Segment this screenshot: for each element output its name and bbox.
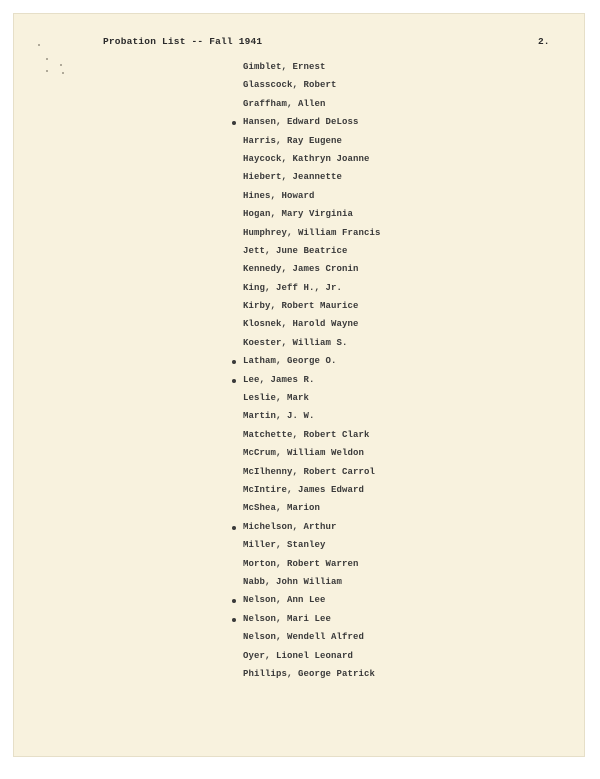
student-name: Gimblet, Ernest bbox=[243, 62, 326, 72]
list-item bbox=[0, 99, 600, 117]
list-item bbox=[0, 393, 600, 411]
student-name: Koester, William S. bbox=[243, 337, 348, 348]
list-item bbox=[0, 540, 600, 558]
bullet-mark bbox=[232, 379, 236, 383]
student-name: Harris, Ray Eugene bbox=[243, 135, 343, 146]
student-name: McIlhenny, Robert Carrol bbox=[243, 466, 376, 477]
list-item bbox=[0, 301, 600, 319]
list-item bbox=[0, 651, 600, 669]
student-name: Morton, Robert Warren bbox=[243, 558, 359, 569]
list-item bbox=[0, 614, 600, 632]
student-name: McCrum, William Weldon bbox=[243, 448, 365, 459]
student-name: Glasscock, Robert bbox=[243, 80, 337, 91]
list-item bbox=[0, 283, 600, 301]
list-item bbox=[0, 595, 600, 613]
bullet-mark bbox=[232, 526, 236, 530]
student-name: Humphrey, William Francis bbox=[243, 227, 381, 238]
list-item bbox=[0, 319, 600, 337]
list-item bbox=[0, 172, 600, 190]
list-item bbox=[0, 577, 600, 595]
list-item bbox=[0, 669, 600, 687]
student-name: Lee, James R. bbox=[243, 374, 315, 385]
probation-name-list bbox=[0, 62, 600, 687]
student-name: Michelson, Arthur bbox=[243, 521, 337, 532]
student-name: Jett, June Beatrice bbox=[243, 245, 348, 256]
student-name: Haycock, Kathryn Joanne bbox=[243, 153, 370, 164]
student-name: Oyer, Lionel Leonard bbox=[243, 650, 354, 661]
student-name: Martin, J. W. bbox=[243, 411, 315, 422]
student-name: Nelson, Wendell Alfred bbox=[243, 632, 365, 643]
list-item bbox=[0, 522, 600, 540]
list-item bbox=[0, 117, 600, 135]
student-name: McIntire, James Edward bbox=[243, 484, 365, 495]
document-title: Probation List -- Fall 1941 bbox=[103, 36, 263, 47]
student-name: Miller, Stanley bbox=[243, 540, 326, 551]
student-name: King, Jeff H., Jr. bbox=[243, 282, 343, 293]
student-name: Hansen, Edward DeLoss bbox=[243, 117, 359, 128]
list-item bbox=[0, 632, 600, 650]
list-item bbox=[0, 338, 600, 356]
student-name: Phillips, George Patrick bbox=[243, 668, 376, 679]
list-item bbox=[0, 80, 600, 98]
bullet-mark bbox=[232, 618, 236, 622]
student-name: Nelson, Ann Lee bbox=[243, 595, 326, 606]
student-name: Klosnek, Harold Wayne bbox=[243, 319, 359, 330]
list-item bbox=[0, 559, 600, 577]
student-name: Hines, Howard bbox=[243, 190, 315, 201]
student-name: Kennedy, James Cronin bbox=[243, 264, 359, 275]
student-name: Hogan, Mary Virginia bbox=[243, 209, 354, 220]
list-item bbox=[0, 191, 600, 209]
list-item bbox=[0, 356, 600, 374]
bullet-mark bbox=[232, 121, 236, 125]
list-item bbox=[0, 375, 600, 393]
student-name: Graffham, Allen bbox=[243, 98, 326, 109]
list-item bbox=[0, 467, 600, 485]
list-item bbox=[0, 209, 600, 227]
student-name: Hiebert, Jeannette bbox=[243, 172, 343, 183]
student-name: Leslie, Mark bbox=[243, 393, 310, 404]
page-number: 2. bbox=[538, 36, 550, 47]
student-name: Latham, George O. bbox=[243, 356, 337, 367]
student-name: Nabb, John William bbox=[243, 576, 343, 587]
list-item bbox=[0, 503, 600, 521]
list-item bbox=[0, 485, 600, 503]
list-item bbox=[0, 62, 600, 80]
student-name: Kirby, Robert Maurice bbox=[243, 301, 359, 312]
list-item bbox=[0, 430, 600, 448]
list-item bbox=[0, 228, 600, 246]
list-item bbox=[0, 411, 600, 429]
student-name: Nelson, Mari Lee bbox=[243, 613, 332, 624]
student-name: Matchette, Robert Clark bbox=[243, 429, 370, 440]
list-item bbox=[0, 154, 600, 172]
list-item bbox=[0, 448, 600, 466]
list-item bbox=[0, 246, 600, 264]
list-item bbox=[0, 264, 600, 282]
student-name: McShea, Marion bbox=[243, 503, 321, 514]
bullet-mark bbox=[232, 599, 236, 603]
list-item bbox=[0, 136, 600, 154]
bullet-mark bbox=[232, 360, 236, 364]
